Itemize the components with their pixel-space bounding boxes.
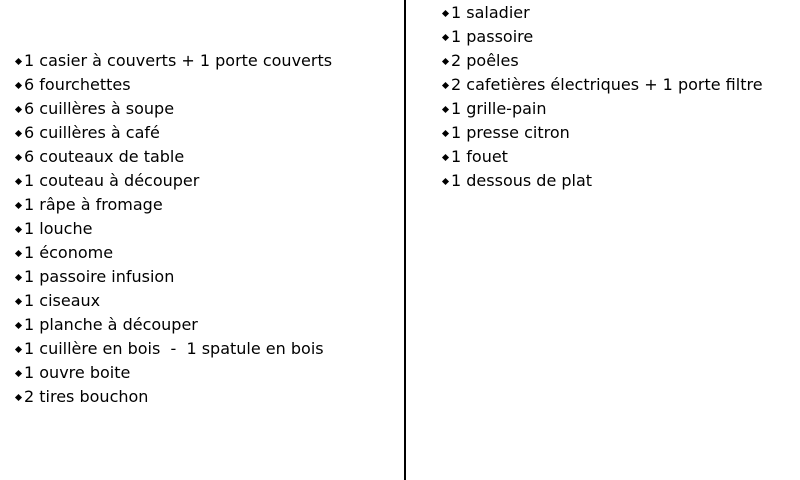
- diamond-bullet-icon: [442, 9, 449, 16]
- diamond-bullet-icon: [442, 129, 449, 136]
- list-item-label: 6 cuillères à café: [24, 123, 160, 142]
- list-item-label: 1 couteau à découper: [24, 171, 200, 190]
- list-item: [14, 289, 332, 313]
- diamond-bullet-icon: [15, 249, 22, 256]
- list-item: [14, 73, 332, 97]
- list-item-label: 1 planche à découper: [24, 315, 198, 334]
- list-item: [14, 361, 332, 385]
- diamond-bullet-icon: [15, 153, 22, 160]
- list-item: [441, 97, 763, 121]
- diamond-bullet-icon: [442, 153, 449, 160]
- diamond-bullet-icon: [15, 297, 22, 304]
- list-item: [14, 241, 332, 265]
- list-item: [441, 73, 763, 97]
- list-item-label: 1 saladier: [451, 3, 530, 22]
- list-item: [14, 337, 332, 361]
- list-item: [14, 193, 332, 217]
- diamond-bullet-icon: [15, 129, 22, 136]
- diamond-bullet-icon: [442, 105, 449, 112]
- list-item-label: 6 fourchettes: [24, 75, 131, 94]
- list-item: [14, 385, 332, 409]
- list-item-label: 1 fouet: [451, 147, 508, 166]
- list-item: [14, 121, 332, 145]
- diamond-bullet-icon: [442, 33, 449, 40]
- list-item: [14, 265, 332, 289]
- diamond-bullet-icon: [15, 105, 22, 112]
- list-item-label: 1 casier à couverts + 1 porte couverts: [24, 51, 333, 70]
- list-item: [14, 145, 332, 169]
- list-item-label: 1 économe: [24, 243, 114, 262]
- diamond-bullet-icon: [15, 177, 22, 184]
- diamond-bullet-icon: [15, 393, 22, 400]
- list-item-label: 1 passoire: [451, 27, 534, 46]
- list-item-label: 2 tires bouchon: [24, 387, 149, 406]
- diamond-bullet-icon: [15, 273, 22, 280]
- diamond-bullet-icon: [15, 345, 22, 352]
- right-item-list: [441, 1, 763, 193]
- list-item: [14, 49, 332, 73]
- diamond-bullet-icon: [15, 369, 22, 376]
- list-item-label: 1 râpe à fromage: [24, 195, 163, 214]
- list-item-label: 1 passoire infusion: [24, 267, 175, 286]
- list-item: [441, 145, 763, 169]
- diamond-bullet-icon: [15, 57, 22, 64]
- diamond-bullet-icon: [15, 321, 22, 328]
- list-item-label: 2 poêles: [451, 51, 519, 70]
- list-item: [14, 97, 332, 121]
- list-item-label: 1 cuillère en bois - 1 spatule en bois: [24, 339, 324, 358]
- diamond-bullet-icon: [15, 201, 22, 208]
- diamond-bullet-icon: [15, 225, 22, 232]
- list-item: [441, 169, 763, 193]
- diamond-bullet-icon: [442, 177, 449, 184]
- list-item: [14, 217, 332, 241]
- list-item-label: 1 louche: [24, 219, 93, 238]
- list-item: [14, 313, 332, 337]
- list-item: [441, 121, 763, 145]
- list-item-label: 1 dessous de plat: [451, 171, 593, 190]
- list-item-label: 2 cafetières électriques + 1 porte filtre: [451, 75, 763, 94]
- list-item: [14, 169, 332, 193]
- list-item-label: 1 presse citron: [451, 123, 570, 142]
- diamond-bullet-icon: [442, 57, 449, 64]
- list-item: [441, 25, 763, 49]
- list-item-label: 1 grille-pain: [451, 99, 547, 118]
- list-item: [441, 49, 763, 73]
- list-item: [441, 1, 763, 25]
- diamond-bullet-icon: [442, 81, 449, 88]
- list-item-label: 1 ouvre boite: [24, 363, 131, 382]
- diamond-bullet-icon: [15, 81, 22, 88]
- column-divider: [404, 0, 406, 480]
- list-item-label: 6 couteaux de table: [24, 147, 185, 166]
- list-item-label: 1 ciseaux: [24, 291, 101, 310]
- list-item-label: 6 cuillères à soupe: [24, 99, 175, 118]
- left-item-list: [14, 49, 332, 409]
